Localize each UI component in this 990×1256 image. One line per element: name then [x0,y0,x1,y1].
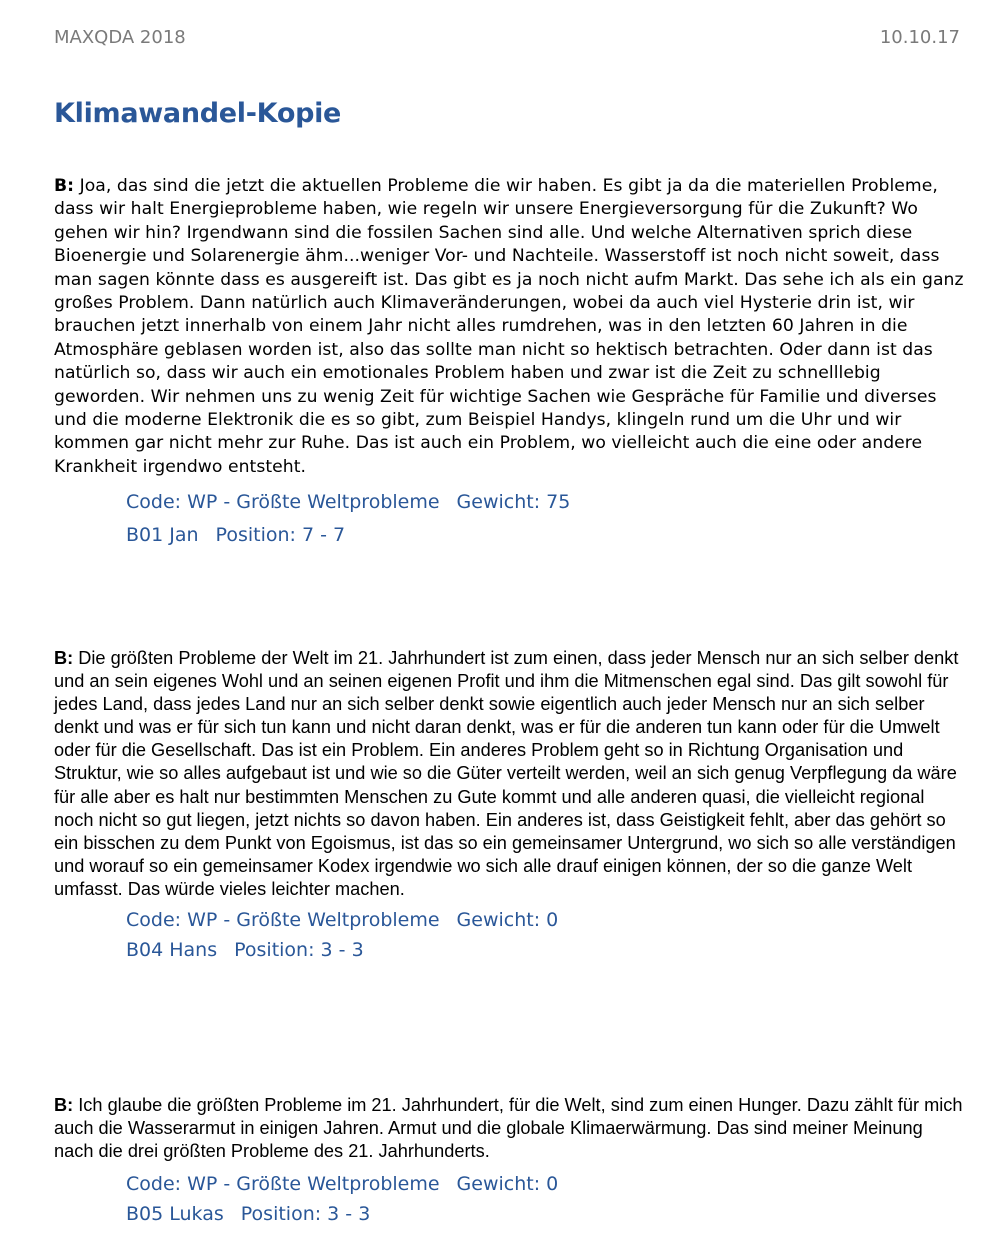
document-name: B05 Lukas [126,1203,224,1226]
coded-segment [54,1094,964,1225]
app-name: MAXQDA 2018 [54,27,186,48]
speaker-label: B: [54,648,74,668]
weight-label: Gewicht: 75 [456,491,571,514]
segment-meta [126,1173,964,1225]
weight-label: Gewicht: 0 [456,909,559,932]
segment-body: Ich glaube die größten Probleme im 21. Jahrhundert, für die Welt, sind zum einen Hunger. Dazu zählt für mich auch die Wasserarmut in einigen Jahren. Armut und die globale Klimaerwärmung. Das sind meiner Meinung nach die drei größten Probleme des 21. Jahrhunderts. [54,1095,963,1162]
document-title: Klimawandel-Kopie [54,98,342,129]
segment-meta [126,491,964,546]
position-label: Position: 7 - 7 [215,524,346,547]
code-label: Code: WP - Größte Weltprobleme [126,491,440,514]
position-label: Position: 3 - 3 [234,939,364,962]
code-line [126,1173,964,1195]
segment-body: Die größten Probleme der Welt im 21. Jahrhundert ist zum einen, dass jeder Mensch nur an sich selber denkt und an sein eigenes Wohl und an seinen eigenen Profit und ihm die Mitmenschen egal sind. Das gilt sowohl für jedes Land, dass jedes Land nur an sich selber denkt sowie eigentlich auch jeder Mensch nur an sich selber denkt und was er für sich tun kann und nicht daran denkt, was er für die anderen tun kann oder für die Umwelt oder für die Gesellschaft. Das ist ein Problem. Ein anderes Problem geht so in Richtung Organisation und Struktur, wie so alles aufgebaut ist und wie so die Güter verteilt werden, weil an sich genug Verpflegung da wäre für alle aber es halt nur bestimmten Menschen zu Gute kommt und alle anderen quasi, die vielleicht regional noch nicht so gut liegen, jetzt nichts so davon haben. Ein anderes ist, dass Geistigkeit fehlt, aber das gehört so ein bisschen zu dem Punkt von Egoismus, ist das so ein gemeinsamer Untergrund, wo sich so alle verständigen und worauf so ein gemeinsamer Kodex irgendwie wo sich alle drauf einigen können, der so die ganze Welt umfasst. Das würde vieles leichter machen. [54,648,959,899]
segment-text [54,647,964,901]
weight-label: Gewicht: 0 [456,1173,559,1196]
segment-text [54,1094,964,1163]
position-label: Position: 3 - 3 [240,1203,371,1226]
speaker-label: B: [54,1095,74,1115]
segment-text [54,175,964,479]
coded-segment [54,175,964,546]
source-line [126,1203,964,1225]
code-line [126,491,964,513]
speaker-label: B: [54,176,75,196]
export-date: 10.10.17 [879,27,960,48]
source-line [126,939,964,961]
segment-body: Joa, das sind die jetzt die aktuellen Probleme die wir haben. Es gibt ja da die materiellen Probleme, dass wir halt Energieprobleme haben, wie regeln wir unsere Energieversorgung für die Zukunft? Wo gehen wir hin? Irgendwann sind die fossilen Sachen sind alle. Und welche Alternativen sprich diese Bioenergie und Solarenergie ähm...weniger Vor- und Nachteile. Wasserstoff ist noch nicht soweit, dass man sagen könnte dass es ausgereift ist. Das gibt es ja noch nicht aufm Markt. Das sehe ich als ein ganz großes Problem. Dann natürlich auch Klimaveränderungen, wobei da auch viel Hysterie drin ist, wir brauchen jetzt innerhalb von einem Jahr nicht alles rumdrehen, was in den letzten 60 Jahren in die Atmosphäre geblasen worden ist, also das sollte man nicht so hektisch betrachten. Oder dann ist das natürlich so, dass wir auch ein emotionales Problem haben und zwar ist die Zeit zu schnelllebig geworden. Wir nehmen uns zu wenig Zeit für wichtige Sachen wie Gespräche für Familie und diverses und die moderne Elektronik die es so gibt, zum Beispiel Handys, klingeln rund um die Uhr und wir kommen gar nicht mehr zur Ruhe. Das ist auch ein Problem, wo vielleicht auch die eine oder andere Krankheit irgendwo entsteht. [54,176,964,477]
document-name: B01 Jan [126,524,199,547]
code-label: Code: WP - Größte Weltprobleme [126,1173,440,1196]
coded-segment [54,647,964,961]
code-label: Code: WP - Größte Weltprobleme [126,909,440,932]
source-line [126,524,964,546]
code-line [126,909,964,931]
document-name: B04 Hans [126,939,218,962]
segment-meta [126,909,964,961]
